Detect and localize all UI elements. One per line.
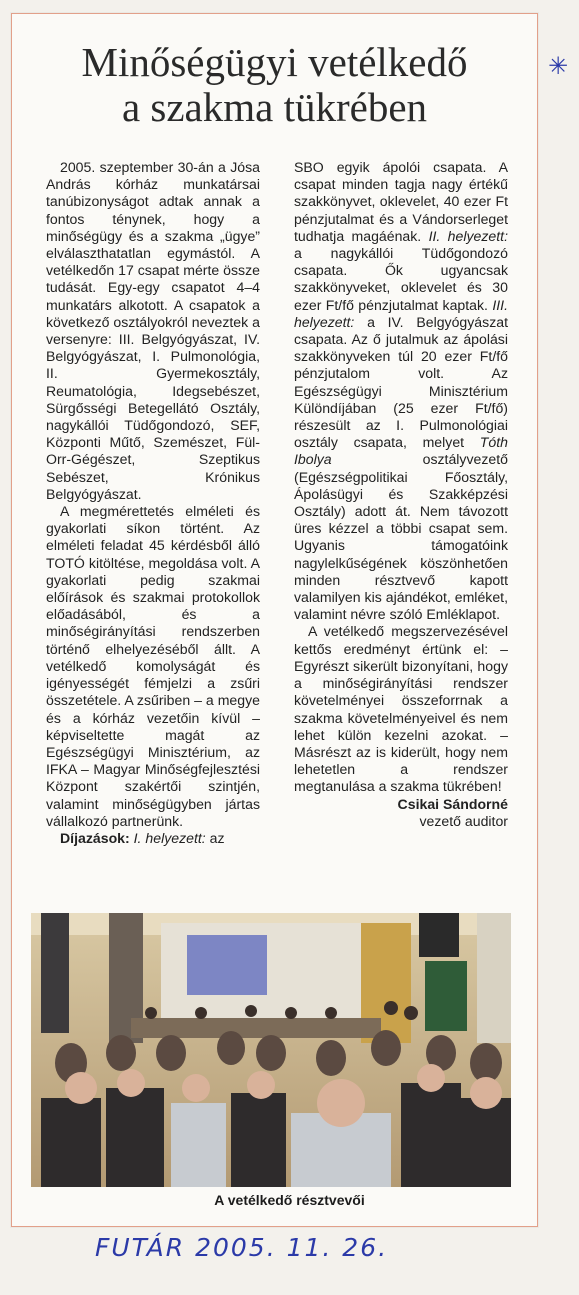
- author-role: vezető auditor: [419, 812, 508, 829]
- audience-photo-illustration: [31, 913, 511, 1187]
- article-column-left: [46, 159, 260, 847]
- paragraph-intro: 2005. szeptember 30-án a Jósa András kórház munkatársai tanúbizonyságot adtak annak a fontos ténynek, hogy a minőségügy és a szakma „ügye” elválaszthatatlan egymástól. A vetélkedőn 17 csapat mérte össze tudását. Egy-egy csapatot 4–4 munkatárs alkotott. A csapatok a következő osztályokról neveztek a versenyre: III. Belgyógyászat, IV. Belgyógyászat, I. Pulmonológia, II. Gyermekosztály, Reumatológia, Idegsebészet, Sürgősségi Betegellátó Osztály, nagykállói Tüdőgondozó, SEF, Központi Műtő, Szemészet, Fül-Orr-Gégészet, Szeptikus Sebészet, Krónikus Belgyógyászat.: [46, 159, 260, 502]
- title-line-2: a szakma tükrében: [121, 84, 428, 130]
- awards-label: Díjazások:: [60, 829, 130, 846]
- presenter-name: Tóth Ibolya: [294, 434, 508, 468]
- paragraph-awards: [294, 159, 508, 623]
- handwritten-source-note: FUTÁR 2005. 11. 26.: [95, 1233, 389, 1262]
- paragraph-awards-start: [46, 830, 260, 847]
- paragraph-competition: A megmérettetés elméleti és gyakorlati síkon történt. Az elméleti feladat 45 kérdésből álló TOTÓ kitöltése, megoldása volt. A gyakorlati pedig szakmai előírások és szakmai protokollok előadásából, és a minőségirányítási rendszerben történő elhelyezéséből állt. A vetélkedő komolyságát és igényességét fémjelzi a zsűri összetétele. A zsűriben – a megye és a kórház vezetőin kívül – képviseltette magát az Egészségügyi Minisztérium, az IFKA – Magyar Minőségfejlesztési Központ szakértői szintjén, valamint minőségügyben jártas vállalkozó partnerünk.: [46, 503, 260, 829]
- awards-text-c: a IV. Belgyógyászat csapata. Az ő jutalmuk az ápolási szakkönyveken túl 20 ezer Ft/fő pénzjutalom volt. Az Egészségügyi Minisztérium Különdíjában (25 ezer Ft/fő) részesült az I. Pulmonológiai osztály csapata, melyet: [294, 313, 508, 451]
- second-place-label: II. helyezett:: [428, 227, 508, 244]
- article-title: [12, 40, 537, 130]
- awards-start-text: az: [209, 829, 225, 846]
- awards-text-d: osztályvezető (Egészségpolitikai Főosztály, Ápolásügyi és Szakképzési Osztály) adott át. Nem távozott üres kézzel a többi csapat sem. Ugyanis támogatóink nagylelkűségének köszönhetően minden résztvevő kapott valamilyen kis ajándékot, emléket, valamint névre szóló Emléklapot.: [294, 451, 508, 623]
- third-place-label: III. helyezett:: [294, 296, 508, 330]
- event-photo: [31, 913, 511, 1187]
- article-column-right: [294, 159, 508, 830]
- photo-caption: A vetélkedő résztvevői: [214, 1192, 365, 1208]
- title-line-1: Minőségügyi vetélkedő: [81, 39, 468, 85]
- awards-text-a: SBO egyik ápolói csapata. A csapat minden tagja nagy értékű szakkönyvet, oklevelet, 40 ezer Ft pénzjutalmat és a Vándorserleget tudhatja magáénak.: [294, 159, 508, 244]
- first-place-label: I. helyezett:: [133, 829, 206, 846]
- paragraph-conclusion: A vetélkedő megszervezésével kettős eredményt értünk el: – Egyrészt sikerült bizonyítani, hogy a minőségirányítási rendszer követelményei összeforrnak a szakma követelményeivel és nem lehet külön kezelni azokat. – Másrészt az is kiderült, hogy nem lehetetlen a rendszer megtanulása a szakma tükrében!: [294, 623, 508, 795]
- author-name: Csikai Sándorné: [397, 795, 508, 812]
- awards-text-b: a nagykállói Tüdőgondozó csapata. Ők ugyancsak szakkönyveket, oklevelet és 30 ezer Ft/fő pénzjutalmat kaptak.: [294, 245, 508, 313]
- margin-mark-icon: ✳: [548, 52, 569, 80]
